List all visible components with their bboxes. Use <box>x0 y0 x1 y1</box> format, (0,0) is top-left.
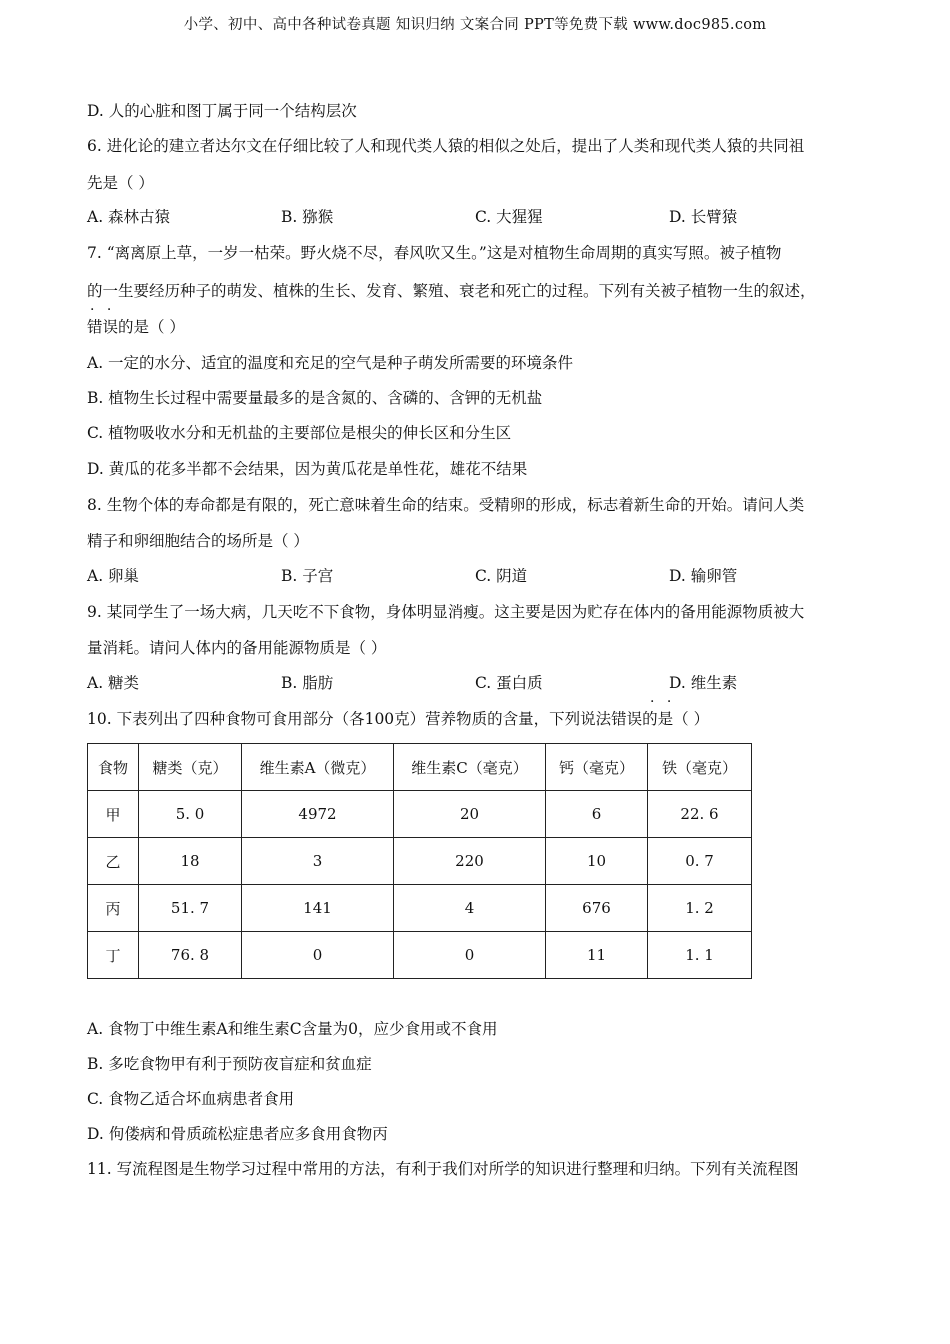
q7-stem-line1: 7. “离离原上草，一岁一枯荣。野火烧不尽，春风吹又生。”这是对植物生命周期的真实写照。被子植物 <box>87 244 782 262</box>
table-cell: 3 <box>242 838 394 885</box>
table-cell: 6 <box>546 791 648 838</box>
q8-option-b: B. 子宫 <box>281 567 334 585</box>
q9-option-a: A. 糖类 <box>87 674 140 692</box>
table-cell: 76. 8 <box>139 932 242 979</box>
table-header-cell: 铁（毫克） <box>648 744 752 791</box>
q7-option-b: B. 植物生长过程中需要量最多的是含氮的、含磷的、含钾的无机盐 <box>87 389 543 407</box>
table-cell: 5. 0 <box>139 791 242 838</box>
q9-stem-line2: 量消耗。请问人体内的备用能源物质是（ ） <box>87 639 387 657</box>
nutrition-table <box>87 743 752 979</box>
q5-option-d: D. 人的心脏和图丁属于同一个结构层次 <box>87 102 357 120</box>
table-cell: 4972 <box>242 791 394 838</box>
table-cell: 0. 7 <box>648 838 752 885</box>
q7-stem-line2: 的一生要经历种子的萌发、植株的生长、发育、繁殖、衰老和死亡的过程。下列有关被子植物一生的叙述， <box>87 282 816 300</box>
q10-option-a: A. 食物丁中维生素A和维生素C含量为0，应少食用或不食用 <box>87 1020 498 1038</box>
q6-option-a: A. 森林古猿 <box>87 208 171 226</box>
table-header-cell: 钙（毫克） <box>546 744 648 791</box>
table-cell: 丁 <box>88 932 139 979</box>
q8-option-a: A. 卵巢 <box>87 567 140 585</box>
q10-emphasis-dots: · · <box>650 694 676 710</box>
page-header: 小学、初中、高中各种试卷真题 知识归纳 文案合同 PPT等免费下载 www.doc985.com <box>183 17 767 33</box>
q7-stem-line3: 错误的是（ ） <box>87 318 185 336</box>
table-cell: 0 <box>242 932 394 979</box>
table-cell: 11 <box>546 932 648 979</box>
q8-options <box>87 566 867 586</box>
q7-option-d: D. 黄瓜的花多半都不会结果，因为黄瓜花是单性花，雄花不结果 <box>87 460 528 478</box>
q6-option-c: C. 大猩猩 <box>475 208 543 226</box>
table-cell: 丙 <box>88 885 139 932</box>
q10-option-c: C. 食物乙适合坏血病患者食用 <box>87 1090 295 1108</box>
table-header-cell: 食物 <box>88 744 139 791</box>
table-header-cell: 糖类（克） <box>139 744 242 791</box>
q8-stem-line1: 8. 生物个体的寿命都是有限的，死亡意味着生命的结束。受精卵的形成，标志着新生命的开始。请问人类 <box>87 496 805 514</box>
q8-option-d: D. 输卵管 <box>669 567 738 585</box>
table-header-cell: 维生素C（毫克） <box>394 744 546 791</box>
table-cell: 1. 1 <box>648 932 752 979</box>
q9-stem-line1: 9. 某同学生了一场大病，几天吃不下食物，身体明显消瘦。这主要是因为贮存在体内的备用能源物质被大 <box>87 603 805 621</box>
table-header-row <box>88 744 752 791</box>
table-cell: 220 <box>394 838 546 885</box>
q10-option-b: B. 多吃食物甲有利于预防夜盲症和贫血症 <box>87 1055 372 1073</box>
q10-option-d: D. 佝偻病和骨质疏松症患者应多食用食物丙 <box>87 1125 388 1143</box>
table-cell: 1. 2 <box>648 885 752 932</box>
table-header-cell: 维生素A（微克） <box>242 744 394 791</box>
table-cell: 0 <box>394 932 546 979</box>
q9-options <box>87 673 867 693</box>
q6-options <box>87 207 867 227</box>
table-cell: 18 <box>139 838 242 885</box>
table-cell: 676 <box>546 885 648 932</box>
table-row <box>88 838 752 885</box>
q8-stem-line2: 精子和卵细胞结合的场所是（ ） <box>87 532 309 550</box>
q7-option-a: A. 一定的水分、适宜的温度和充足的空气是种子萌发所需要的环境条件 <box>87 354 574 372</box>
q6-option-d: D. 长臂猿 <box>669 208 738 226</box>
q9-option-d: D. 维生素 <box>669 674 738 692</box>
table-cell: 20 <box>394 791 546 838</box>
q9-option-b: B. 脂肪 <box>281 674 334 692</box>
table-row <box>88 791 752 838</box>
q6-option-b: B. 猕猴 <box>281 208 334 226</box>
q9-option-c: C. 蛋白质 <box>475 674 543 692</box>
q7-emphasis-dots: · · <box>90 302 116 318</box>
q10-stem: 10. 下表列出了四种食物可食用部分（各100克）营养物质的含量，下列说法错误的是（ ） <box>87 710 710 728</box>
table-cell: 乙 <box>88 838 139 885</box>
table-cell: 22. 6 <box>648 791 752 838</box>
table-cell: 10 <box>546 838 648 885</box>
q11-stem: 11. 写流程图是生物学习过程中常用的方法，有利于我们对所学的知识进行整理和归纳。下列有关流程图 <box>87 1160 799 1178</box>
table-cell: 141 <box>242 885 394 932</box>
table-cell: 甲 <box>88 791 139 838</box>
table-row <box>88 885 752 932</box>
q7-option-c: C. 植物吸收水分和无机盐的主要部位是根尖的伸长区和分生区 <box>87 424 512 442</box>
q8-option-c: C. 阴道 <box>475 567 528 585</box>
table-cell: 51. 7 <box>139 885 242 932</box>
table-row <box>88 932 752 979</box>
q6-stem-line2: 先是（ ） <box>87 174 154 192</box>
q6-stem-line1: 6. 进化论的建立者达尔文在仔细比较了人和现代类人猿的相似之处后，提出了人类和现代类人猿的共同祖 <box>87 137 805 155</box>
table-cell: 4 <box>394 885 546 932</box>
